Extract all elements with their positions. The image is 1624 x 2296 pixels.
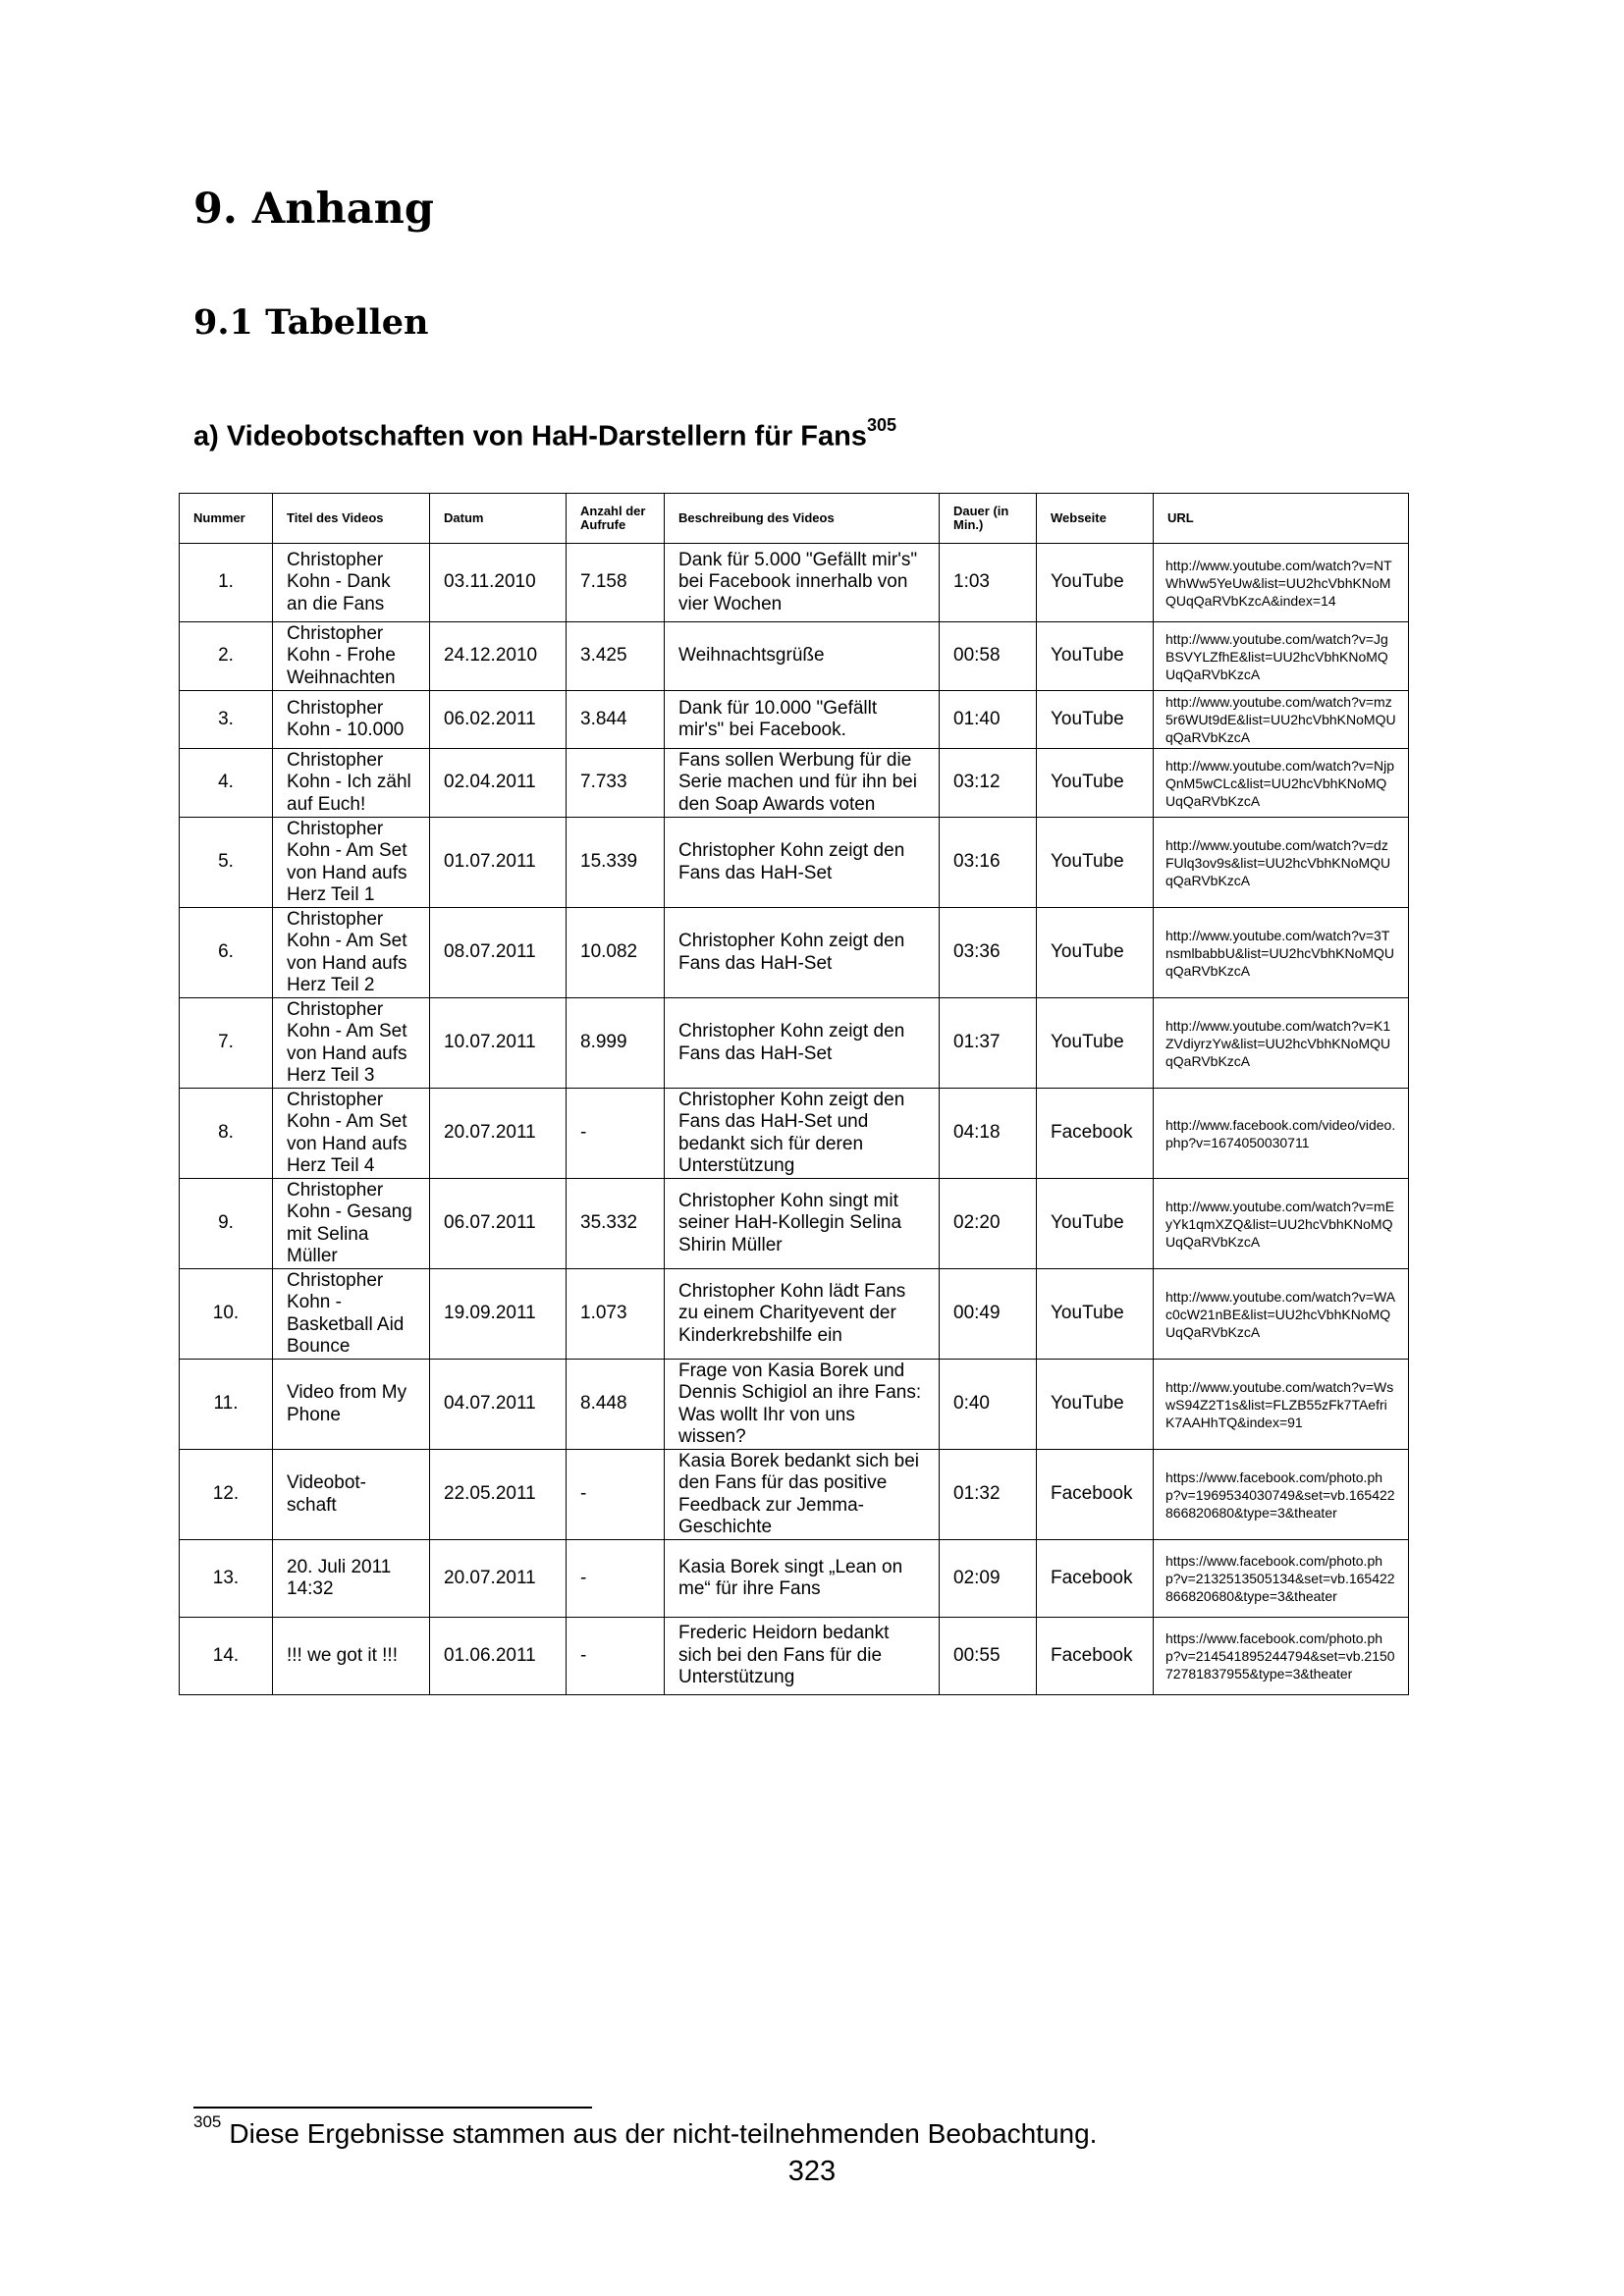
cell-url[interactable]: http://www.youtube.com/watch?v=dzFUlq3ov9s&list=UU2hcVbhKNoMQUqQaRVbKzcA (1154, 818, 1409, 908)
cell-duration: 0:40 (940, 1360, 1037, 1450)
cell-number: 9. (180, 1179, 273, 1269)
cell-title: Christopher Kohn - 10.000 (273, 691, 430, 749)
cell-url[interactable]: https://www.facebook.com/photo.php?v=1969534030749&set=vb.165422866820680&type=3&theater (1154, 1450, 1409, 1540)
cell-duration: 03:16 (940, 818, 1037, 908)
cell-number: 13. (180, 1540, 273, 1618)
cell-views: 10.082 (567, 908, 665, 998)
cell-website: YouTube (1037, 998, 1154, 1089)
cell-views: 7.158 (567, 544, 665, 622)
table-row (180, 622, 1409, 691)
cell-duration: 01:40 (940, 691, 1037, 749)
section-heading: 9.1 Tabellen (193, 302, 429, 343)
table-row (180, 1179, 1409, 1269)
cell-date: 01.07.2011 (430, 818, 567, 908)
cell-title: Christopher Kohn - Am Set von Hand aufs Herz Teil 4 (273, 1089, 430, 1179)
cell-date: 02.04.2011 (430, 749, 567, 818)
table-row (180, 749, 1409, 818)
cell-website: YouTube (1037, 544, 1154, 622)
cell-duration: 01:37 (940, 998, 1037, 1089)
footnote-divider (193, 2107, 592, 2109)
cell-date: 01.06.2011 (430, 1618, 567, 1695)
cell-title: Videobot-schaft (273, 1450, 430, 1540)
cell-duration: 00:49 (940, 1269, 1037, 1360)
cell-description: Christopher Kohn lädt Fans zu einem Charityevent der Kinderkrebshilfe ein (665, 1269, 940, 1360)
cell-date: 03.11.2010 (430, 544, 567, 622)
cell-number: 1. (180, 544, 273, 622)
cell-number: 11. (180, 1360, 273, 1450)
cell-views: - (567, 1089, 665, 1179)
table-heading (193, 415, 896, 454)
cell-number: 5. (180, 818, 273, 908)
cell-website: YouTube (1037, 691, 1154, 749)
cell-views: 15.339 (567, 818, 665, 908)
cell-url[interactable]: https://www.facebook.com/photo.php?v=2132513505134&set=vb.165422866820680&type=3&theater (1154, 1540, 1409, 1618)
cell-views: 35.332 (567, 1179, 665, 1269)
cell-url[interactable]: http://www.youtube.com/watch?v=JgBSVYLZfhE&list=UU2hcVbhKNoMQUqQaRVbKzcA (1154, 622, 1409, 691)
cell-date: 19.09.2011 (430, 1269, 567, 1360)
cell-url[interactable]: http://www.youtube.com/watch?v=K1ZVdiyrzYw&list=UU2hcVbhKNoMQUqQaRVbKzcA (1154, 998, 1409, 1089)
cell-date: 06.07.2011 (430, 1179, 567, 1269)
cell-url[interactable]: http://www.facebook.com/video/video.php?v=1674050030711 (1154, 1089, 1409, 1179)
table-row (180, 1089, 1409, 1179)
column-header-description: Beschreibung des Videos (665, 494, 940, 544)
footnote (193, 2111, 1098, 2151)
cell-title: Christopher Kohn - Am Set von Hand aufs Herz Teil 3 (273, 998, 430, 1089)
cell-url[interactable]: https://www.facebook.com/photo.php?v=214541895244794&set=vb.215072781837955&type=3&theater (1154, 1618, 1409, 1695)
table-row (180, 1360, 1409, 1450)
cell-number: 2. (180, 622, 273, 691)
table-row (180, 818, 1409, 908)
cell-website: YouTube (1037, 818, 1154, 908)
cell-title: Christopher Kohn - Basketball Aid Bounce (273, 1269, 430, 1360)
column-header-number: Nummer (180, 494, 273, 544)
cell-views: 8.448 (567, 1360, 665, 1450)
cell-description: Christopher Kohn zeigt den Fans das HaH-Set (665, 998, 940, 1089)
cell-description: Frederic Heidorn bedankt sich bei den Fans für die Unterstützung (665, 1618, 940, 1695)
column-header-date: Datum (430, 494, 567, 544)
cell-duration: 02:09 (940, 1540, 1037, 1618)
cell-url[interactable]: http://www.youtube.com/watch?v=NTWhWw5YeUw&list=UU2hcVbhKNoMQUqQaRVbKzcA&index=14 (1154, 544, 1409, 622)
cell-views: 7.733 (567, 749, 665, 818)
cell-title: Christopher Kohn - Am Set von Hand aufs Herz Teil 1 (273, 818, 430, 908)
video-messages-table (179, 493, 1409, 1695)
cell-website: YouTube (1037, 1179, 1154, 1269)
cell-description: Christopher Kohn zeigt den Fans das HaH-Set (665, 908, 940, 998)
column-header-views: Anzahl der Aufrufe (567, 494, 665, 544)
cell-website: YouTube (1037, 749, 1154, 818)
cell-description: Dank für 5.000 "Gefällt mir's" bei Facebook innerhalb von vier Wochen (665, 544, 940, 622)
cell-url[interactable]: http://www.youtube.com/watch?v=mEyYk1qmXZQ&list=UU2hcVbhKNoMQUqQaRVbKzcA (1154, 1179, 1409, 1269)
cell-title: Christopher Kohn - Gesang mit Selina Müller (273, 1179, 430, 1269)
cell-website: Facebook (1037, 1618, 1154, 1695)
table-heading-text: a) Videobotschaften von HaH-Darstellern für Fans (193, 420, 867, 453)
table-row (180, 1540, 1409, 1618)
table-row (180, 998, 1409, 1089)
chapter-heading: 9. Anhang (193, 185, 434, 234)
table-row (180, 1269, 1409, 1360)
cell-duration: 00:58 (940, 622, 1037, 691)
cell-date: 24.12.2010 (430, 622, 567, 691)
cell-description: Kasia Borek singt „Lean on me“ für ihre Fans (665, 1540, 940, 1618)
cell-views: - (567, 1450, 665, 1540)
cell-title: Christopher Kohn - Dank an die Fans (273, 544, 430, 622)
cell-number: 14. (180, 1618, 273, 1695)
cell-description: Fans sollen Werbung für die Serie machen und für ihn bei den Soap Awards voten (665, 749, 940, 818)
cell-date: 20.07.2011 (430, 1089, 567, 1179)
cell-date: 10.07.2011 (430, 998, 567, 1089)
cell-views: 3.425 (567, 622, 665, 691)
cell-description: Weihnachtsgrüße (665, 622, 940, 691)
table-body (180, 544, 1409, 1695)
cell-website: Facebook (1037, 1450, 1154, 1540)
cell-description: Christopher Kohn singt mit seiner HaH-Kollegin Selina Shirin Müller (665, 1179, 940, 1269)
cell-website: YouTube (1037, 622, 1154, 691)
cell-date: 20.07.2011 (430, 1540, 567, 1618)
cell-website: Facebook (1037, 1089, 1154, 1179)
cell-url[interactable]: http://www.youtube.com/watch?v=3TnsmlbabbU&list=UU2hcVbhKNoMQUqQaRVbKzcA (1154, 908, 1409, 998)
cell-website: YouTube (1037, 1269, 1154, 1360)
cell-duration: 03:36 (940, 908, 1037, 998)
cell-date: 22.05.2011 (430, 1450, 567, 1540)
cell-number: 10. (180, 1269, 273, 1360)
cell-title: Video from My Phone (273, 1360, 430, 1450)
cell-title: Christopher Kohn - Ich zähl auf Euch! (273, 749, 430, 818)
cell-url[interactable]: http://www.youtube.com/watch?v=WswS94Z2T1s&list=FLZB55zFk7TAefriK7AAHhTQ&index=91 (1154, 1360, 1409, 1450)
cell-views: - (567, 1618, 665, 1695)
footnote-reference: 305 (866, 415, 896, 435)
table-row (180, 1618, 1409, 1695)
column-header-url: URL (1154, 494, 1409, 544)
cell-url[interactable]: http://www.youtube.com/watch?v=NjpQnM5wCLc&list=UU2hcVbhKNoMQUqQaRVbKzcA (1154, 749, 1409, 818)
cell-title: 20. Juli 2011 14:32 (273, 1540, 430, 1618)
table-header-row (180, 494, 1409, 544)
cell-number: 4. (180, 749, 273, 818)
cell-duration: 1:03 (940, 544, 1037, 622)
cell-url[interactable]: http://www.youtube.com/watch?v=mz5r6WUt9dE&list=UU2hcVbhKNoMQUqQaRVbKzcA (1154, 691, 1409, 749)
footnote-text: Diese Ergebnisse stammen aus der nicht-teilnehmenden Beobachtung. (229, 2118, 1098, 2149)
cell-website: YouTube (1037, 1360, 1154, 1450)
cell-views: - (567, 1540, 665, 1618)
cell-views: 8.999 (567, 998, 665, 1089)
cell-date: 08.07.2011 (430, 908, 567, 998)
cell-description: Dank für 10.000 "Gefällt mir's" bei Facebook. (665, 691, 940, 749)
cell-date: 04.07.2011 (430, 1360, 567, 1450)
cell-duration: 01:32 (940, 1450, 1037, 1540)
cell-website: Facebook (1037, 1540, 1154, 1618)
cell-website: YouTube (1037, 908, 1154, 998)
page-number: 323 (787, 2156, 837, 2187)
cell-url[interactable]: http://www.youtube.com/watch?v=WAc0cW21nBE&list=UU2hcVbhKNoMQUqQaRVbKzcA (1154, 1269, 1409, 1360)
cell-title: !!! we got it !!! (273, 1618, 430, 1695)
cell-duration: 02:20 (940, 1179, 1037, 1269)
column-header-title: Titel des Videos (273, 494, 430, 544)
cell-description: Christopher Kohn zeigt den Fans das HaH-Set und bedankt sich für deren Unterstützung (665, 1089, 940, 1179)
cell-number: 6. (180, 908, 273, 998)
cell-number: 3. (180, 691, 273, 749)
cell-views: 1.073 (567, 1269, 665, 1360)
cell-number: 7. (180, 998, 273, 1089)
cell-duration: 00:55 (940, 1618, 1037, 1695)
cell-views: 3.844 (567, 691, 665, 749)
cell-duration: 04:18 (940, 1089, 1037, 1179)
footnote-mark: 305 (193, 2111, 222, 2131)
cell-date: 06.02.2011 (430, 691, 567, 749)
table-row (180, 691, 1409, 749)
table-row (180, 544, 1409, 622)
table-row (180, 1450, 1409, 1540)
table-row (180, 908, 1409, 998)
cell-title: Christopher Kohn - Frohe Weihnachten (273, 622, 430, 691)
cell-title: Christopher Kohn - Am Set von Hand aufs Herz Teil 2 (273, 908, 430, 998)
cell-number: 12. (180, 1450, 273, 1540)
cell-description: Kasia Borek bedankt sich bei den Fans für das positive Feedback zur Jemma-Geschichte (665, 1450, 940, 1540)
cell-description: Frage von Kasia Borek und Dennis Schigiol an ihre Fans: Was wollt Ihr von uns wissen? (665, 1360, 940, 1450)
cell-number: 8. (180, 1089, 273, 1179)
column-header-duration: Dauer (in Min.) (940, 494, 1037, 544)
cell-duration: 03:12 (940, 749, 1037, 818)
cell-description: Christopher Kohn zeigt den Fans das HaH-Set (665, 818, 940, 908)
column-header-website: Webseite (1037, 494, 1154, 544)
